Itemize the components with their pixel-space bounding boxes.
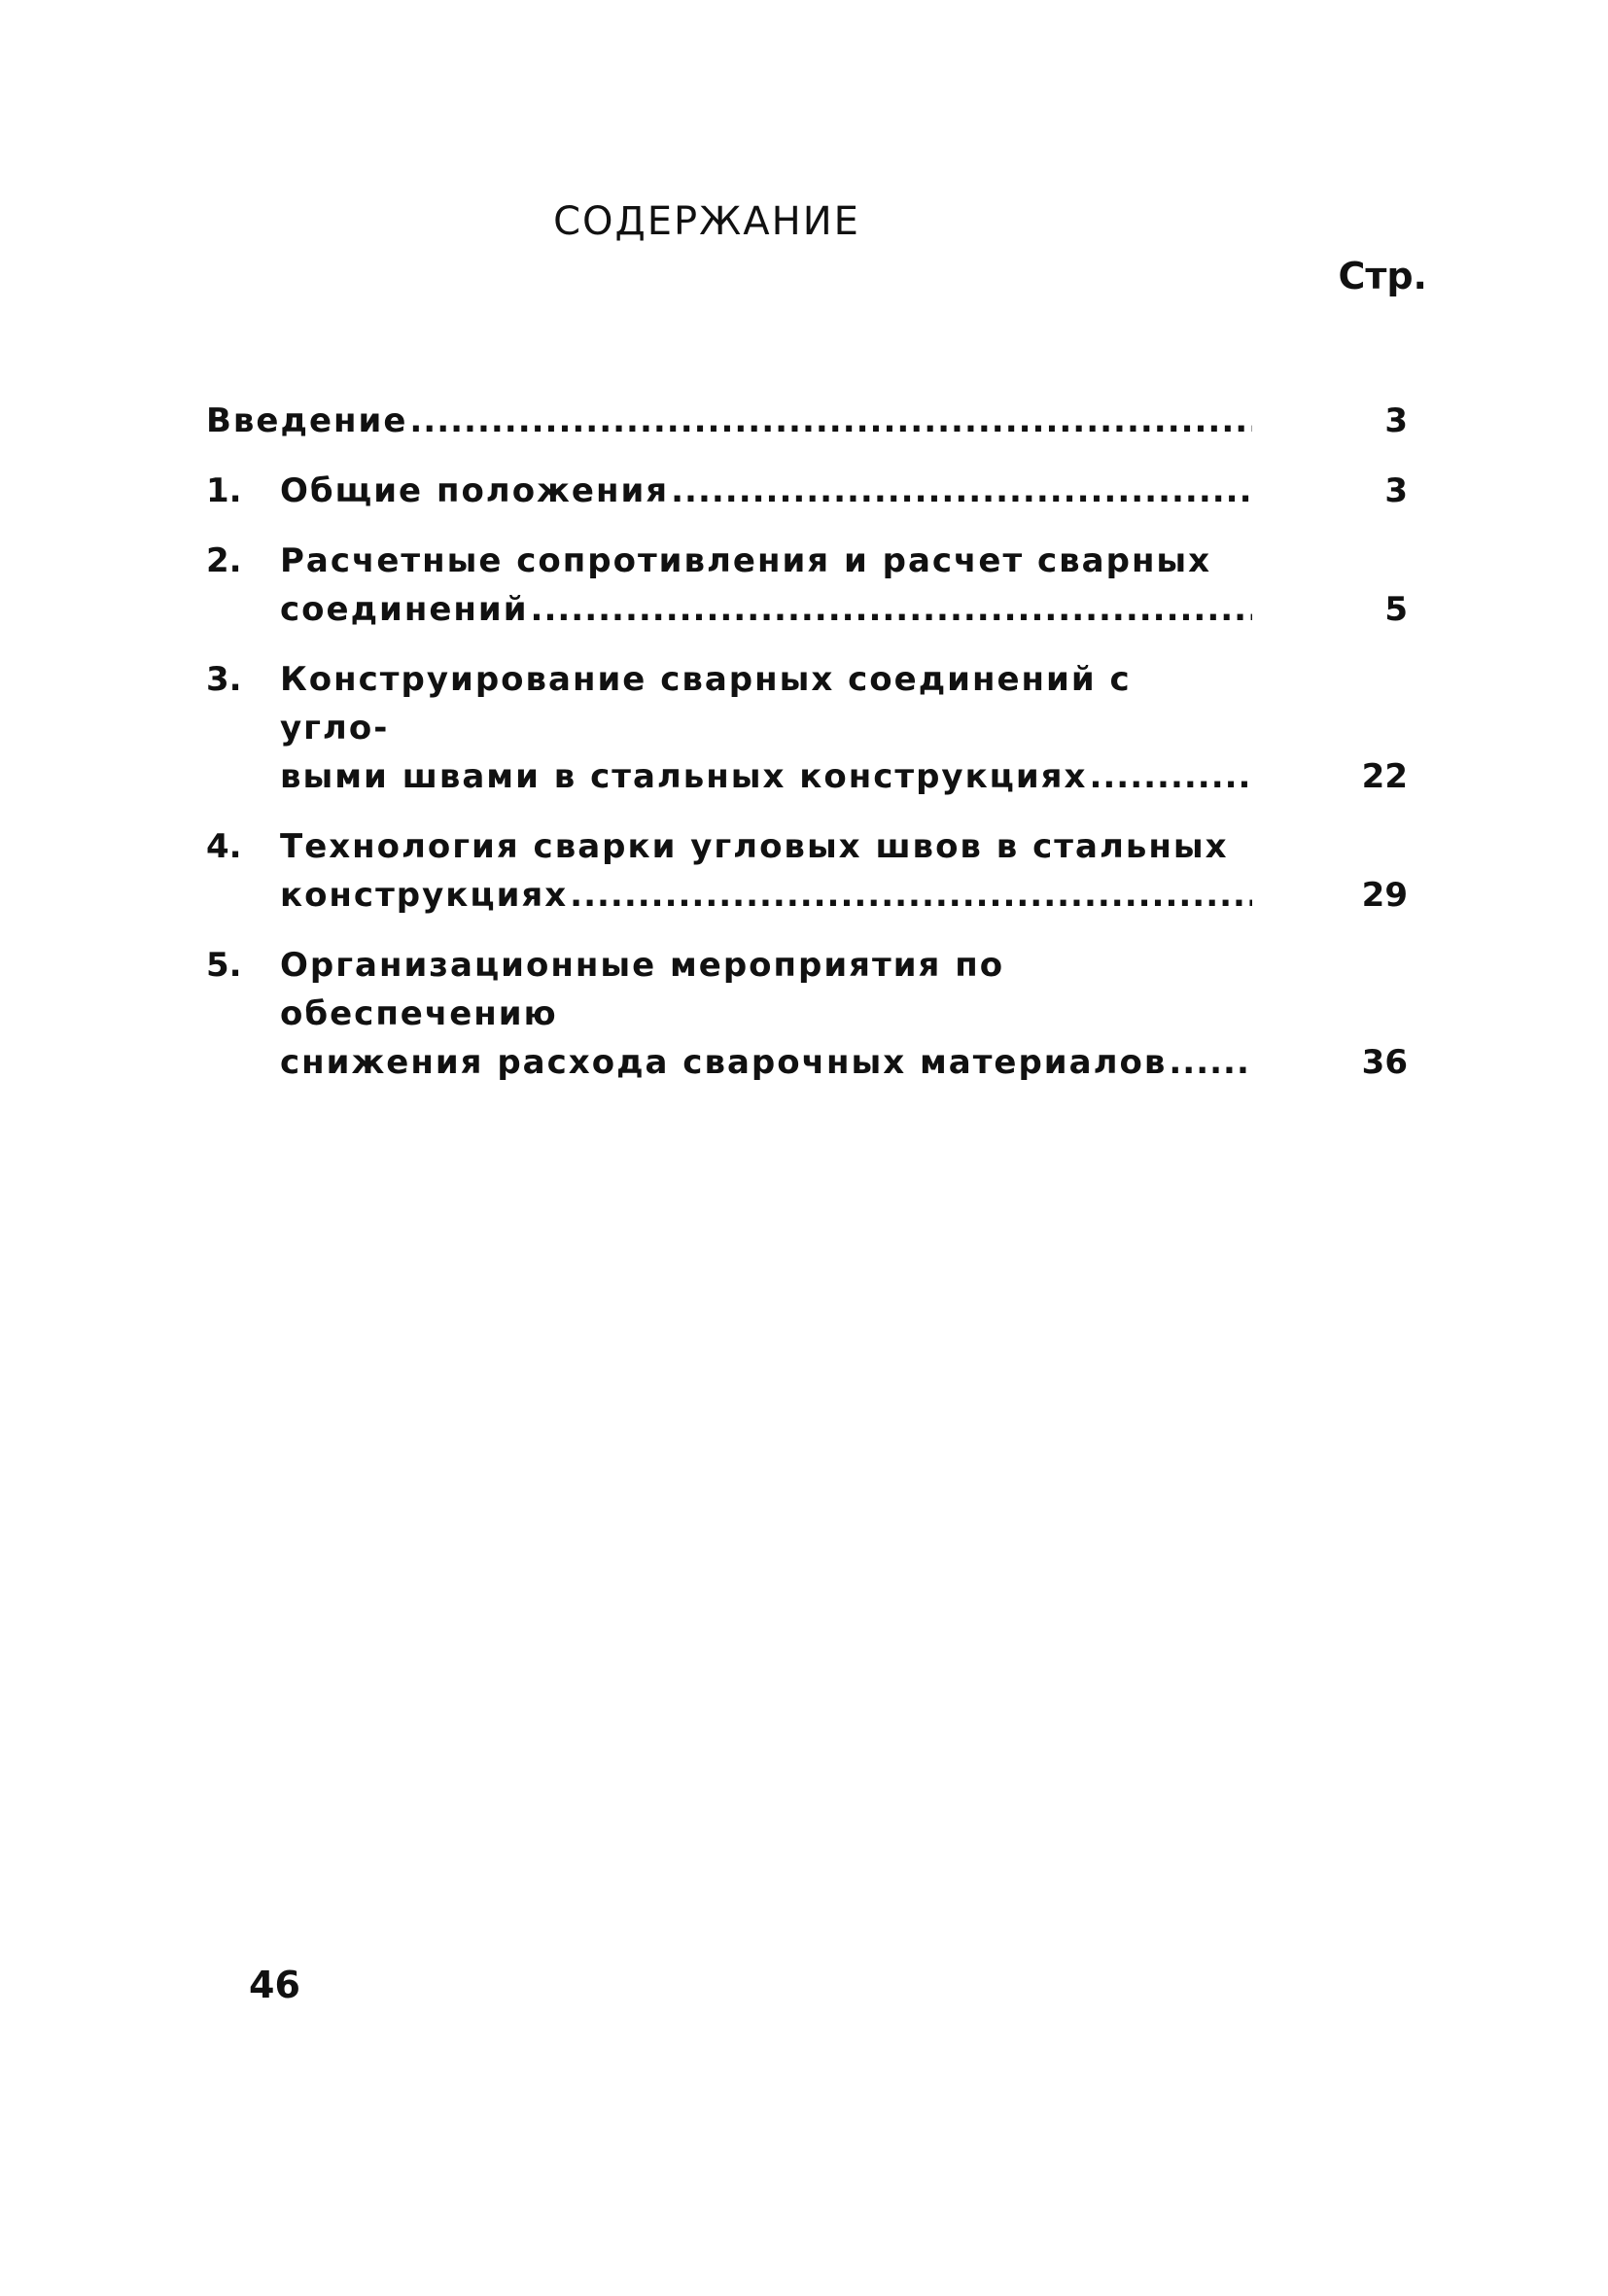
dot-leader	[409, 397, 1252, 445]
dot-leader	[1169, 1038, 1252, 1087]
toc-entry-page: 29	[1361, 876, 1408, 915]
toc-entry-page: 3	[1384, 471, 1408, 510]
toc-entry-text	[280, 467, 1252, 515]
table-of-contents	[206, 397, 1427, 1108]
toc-entry-text	[280, 537, 1252, 634]
toc-entry-1[interactable]	[206, 467, 1427, 515]
toc-entry-2[interactable]	[206, 537, 1427, 634]
toc-entry-intro[interactable]	[206, 397, 1427, 445]
document-title: СОДЕРЖАНИЕ	[553, 199, 860, 244]
toc-entry-page: 22	[1361, 757, 1408, 796]
dot-leader	[531, 585, 1252, 634]
toc-entry-text	[280, 941, 1252, 1087]
toc-entry-5[interactable]	[206, 941, 1427, 1087]
toc-entry-number: 3.	[206, 660, 242, 699]
toc-entry-title-cont: конструкциях	[280, 876, 569, 915]
page-column-header: Стр.	[1338, 255, 1427, 297]
toc-entry-page: 36	[1361, 1043, 1408, 1082]
toc-entry-title: Конструирование сварных соединений с угло-	[280, 660, 1132, 748]
toc-entry-number: 4.	[206, 827, 242, 866]
toc-entry-text	[280, 822, 1252, 920]
toc-entry-line	[206, 397, 1252, 445]
toc-entry-title-cont: снижения расхода сварочных материалов	[280, 1043, 1168, 1082]
toc-entry-number: 5.	[206, 946, 242, 985]
toc-entry-line	[280, 467, 1252, 515]
toc-entry-line	[280, 585, 1252, 634]
toc-entry-page: 3	[1384, 401, 1408, 440]
toc-entry-number: 1.	[206, 471, 242, 510]
toc-entry-title: Введение	[206, 401, 408, 440]
toc-entry-title: Технология сварки угловых швов в стальных	[280, 827, 1229, 866]
toc-entry-title: Общие положения	[280, 471, 670, 510]
dot-leader	[570, 871, 1252, 920]
toc-entry-text	[206, 397, 1252, 445]
toc-entry-text	[280, 655, 1252, 801]
dot-leader	[671, 467, 1252, 515]
toc-entry-number: 2.	[206, 541, 242, 580]
toc-entry-title: Организационные мероприятия по обеспечению	[280, 946, 1005, 1033]
toc-entry-title: Расчетные сопротивления и расчет сварных	[280, 541, 1212, 580]
toc-entry-title-cont: выми швами в стальных конструкциях	[280, 757, 1088, 796]
toc-entry-line	[280, 1038, 1252, 1087]
toc-entry-4[interactable]	[206, 822, 1427, 920]
toc-entry-line	[280, 752, 1252, 801]
dot-leader	[1089, 752, 1252, 801]
toc-entry-page: 5	[1384, 590, 1408, 629]
toc-entry-3[interactable]	[206, 655, 1427, 801]
page-number: 46	[249, 1964, 300, 2006]
toc-entry-title-cont: соединений	[280, 590, 529, 629]
toc-entry-line	[280, 871, 1252, 920]
